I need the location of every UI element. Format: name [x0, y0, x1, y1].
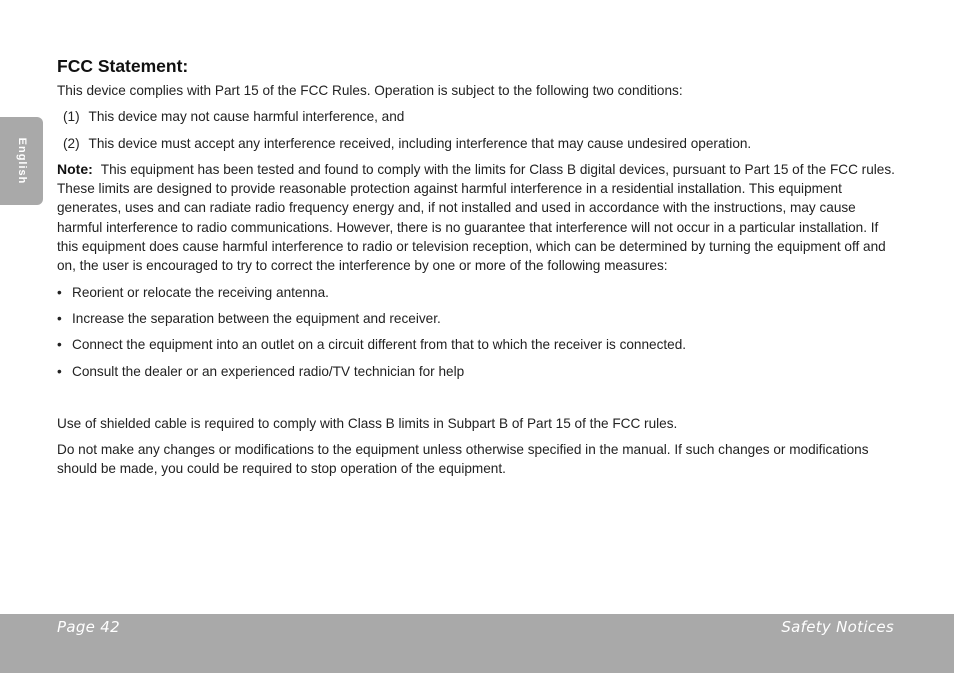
list-item — [57, 309, 899, 328]
condition-item — [63, 107, 899, 126]
condition-text: This device must accept any interference received, including interference that may cause undesired operation. — [88, 135, 752, 151]
bullet-icon: • — [57, 337, 62, 353]
bullet-icon: • — [57, 363, 62, 379]
language-tab — [0, 117, 43, 205]
note-label: Note: — [57, 160, 93, 177]
page-title: FCC Statement: — [57, 56, 189, 76]
measure-text: Consult the dealer or an experienced radio/TV technician for help — [72, 363, 465, 379]
condition-item — [63, 134, 899, 153]
page-number: Page 42 — [57, 618, 120, 636]
section-spacer — [57, 388, 899, 414]
bullet-icon: • — [57, 284, 62, 300]
condition-text: This device may not cause harmful interference, and — [88, 109, 405, 125]
bullet-icon: • — [57, 310, 62, 326]
note-text: This equipment has been tested and found to comply with the limits for Class B digital devices, pursuant to Part 15 of the FCC rules. These limits are designed to provide reasonable protection against harmful interference in a residential installation. This equipment generates, uses and can radiate radio frequency energy and, if not installed and used in accordance with the instructions, may cause harmful interference to radio communications. However, there is no guarantee that interference will not occur in a particular installation. If this equipment does cause harmful interference to radio or television reception, which can be determined by turning the equipment off and on, the user is encouraged to try to correct the interference by one or more of the following measures: — [57, 161, 895, 274]
measure-text: Connect the equipment into an outlet on a circuit different from that to which the receiver is connected. — [72, 337, 687, 353]
page-content — [57, 55, 899, 486]
measures-list — [57, 283, 899, 381]
condition-number: (2) — [63, 135, 80, 151]
language-tab-label: English — [16, 137, 28, 185]
list-item — [57, 335, 899, 354]
list-item — [57, 283, 899, 302]
modifications-paragraph: Do not make any changes or modifications to the equipment unless otherwise specified in the manual. If such changes or modifications should be made, you could be required to stop operation of the equipment. — [57, 442, 869, 477]
intro-paragraph: This device complies with Part 15 of the FCC Rules. Operation is subject to the following two conditions: — [57, 83, 683, 98]
conditions-list — [57, 107, 899, 153]
condition-number: (1) — [63, 109, 80, 125]
measure-text: Reorient or relocate the receiving antenna. — [72, 284, 329, 300]
list-item — [57, 362, 899, 381]
shielded-cable-paragraph: Use of shielded cable is required to comply with Class B limits in Subpart B of Part 15 of the FCC rules. — [57, 415, 678, 431]
page-footer — [0, 614, 954, 673]
note-paragraph — [57, 160, 899, 276]
section-name: Safety Notices — [781, 618, 894, 636]
measure-text: Increase the separation between the equipment and receiver. — [72, 310, 441, 326]
